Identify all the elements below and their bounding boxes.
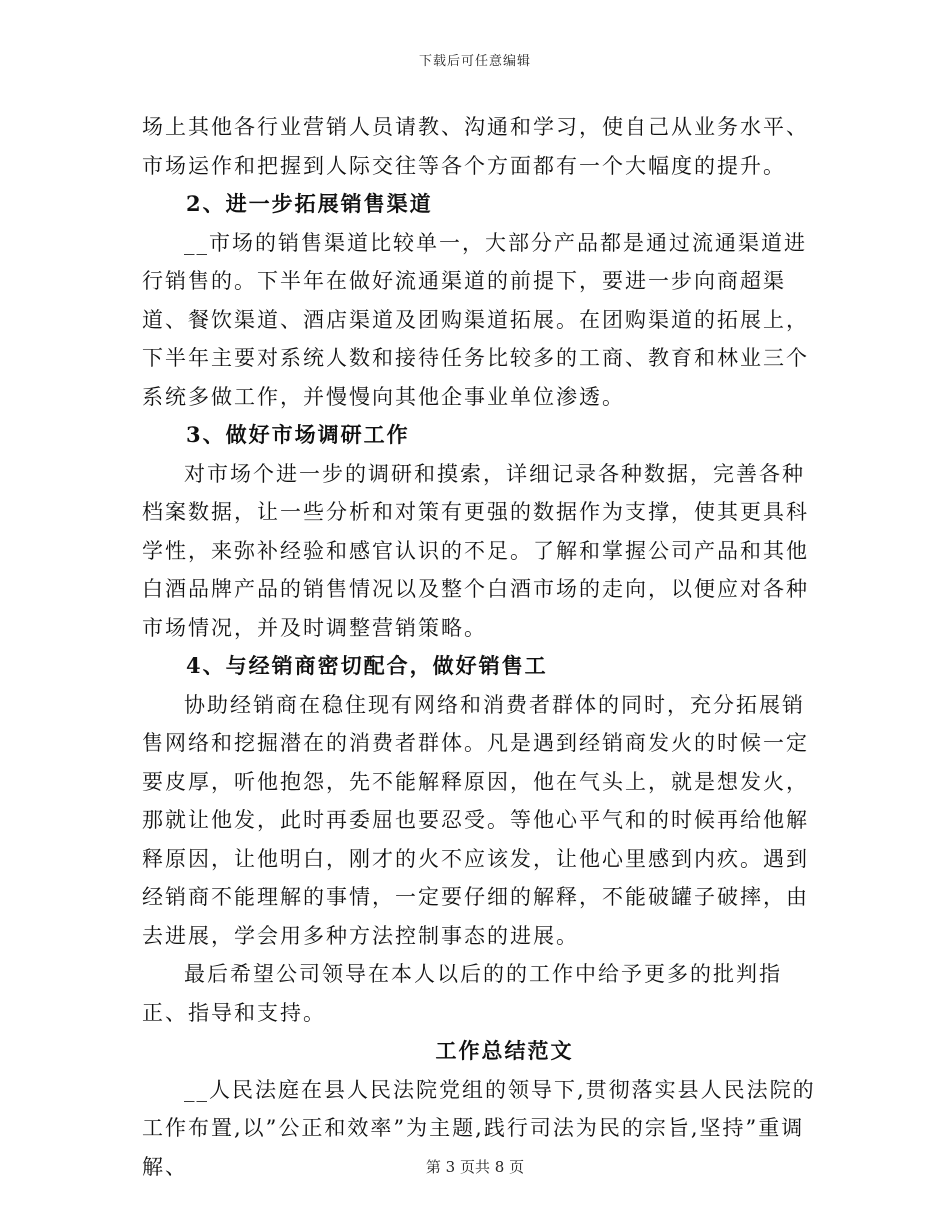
paragraph-sales-channels: __市场的销售渠道比较单一，大部分产品都是通过流通渠道进行销售的。下半年在做好流通渠道的前提下，要进一步向商超渠道、餐饮渠道、酒店渠道及团购渠道拓展。在团购渠道的拓展上，下半年主要对系统人数和接待任务比较多的工商、教育和林业三个系统多做工作，并慢慢向其他企事业单位渗透。 — [142, 230, 809, 409]
section-heading-4: 4、与经销商密切配合，做好销售工 — [186, 653, 548, 678]
document-title: 工作总结范文 — [435, 1038, 574, 1063]
page-footer — [0, 1156, 950, 1177]
paragraph-closing: 最后希望公司领导在本人以后的的工作中给予更多的批判指正、指导和支持。 — [142, 962, 782, 1025]
section-heading-2: 2、进一步拓展销售渠道 — [186, 191, 433, 216]
paragraph-distributor-cooperation: 协助经销商在稳住现有网络和消费者群体的同时，充分拓展销售网络和挖掘潜在的消费者群体。凡是遇到经销商发火的时候一定要皮厚，听他抱怨，先不能解释原因，他在气头上，就是想发火，那就让他发，此时再委屈也要忍受。等他心平气和的时候再给他解释原因，让他明白，刚才的火不应该发，让他心里感到内疚。遇到经销商不能理解的事情，一定要仔细的解释，不能破罐子破摔，由去进展，学会用多种方法控制事态的进展。 — [142, 692, 809, 948]
page-header — [0, 50, 950, 69]
header-note: 下载后可任意编辑 — [418, 54, 531, 69]
paragraph-market-research: 对市场个进一步的调研和摸索，详细记录各种数据，完善各种档案数据，让一些分析和对策有更强的数据作为支撑，使其更具科学性，来弥补经验和感官认识的不足。了解和掌握公司产品和其他白酒品牌产品的销售情况以及整个白酒市场的走向，以便应对各种市场情况，并及时调整营销策略。 — [142, 461, 809, 640]
page-number: 第 3 页共 8 页 — [425, 1158, 525, 1176]
paragraph-court-summary: __人民法庭在县人民法院党组的领导下,贯彻落实县人民法院的工作布置,以”公正和效率”为主题,践行司法为民的宗旨,坚持”重调解、 — [142, 1077, 816, 1179]
paragraph-continuation: 场上其他各行业营销人员请教、沟通和学习，使自己从业务水平、市场运作和把握到人际交往等各个方面都有一个大幅度的提升。 — [142, 115, 809, 178]
section-heading-3: 3、做好市场调研工作 — [186, 422, 410, 447]
document-body — [142, 108, 827, 1186]
